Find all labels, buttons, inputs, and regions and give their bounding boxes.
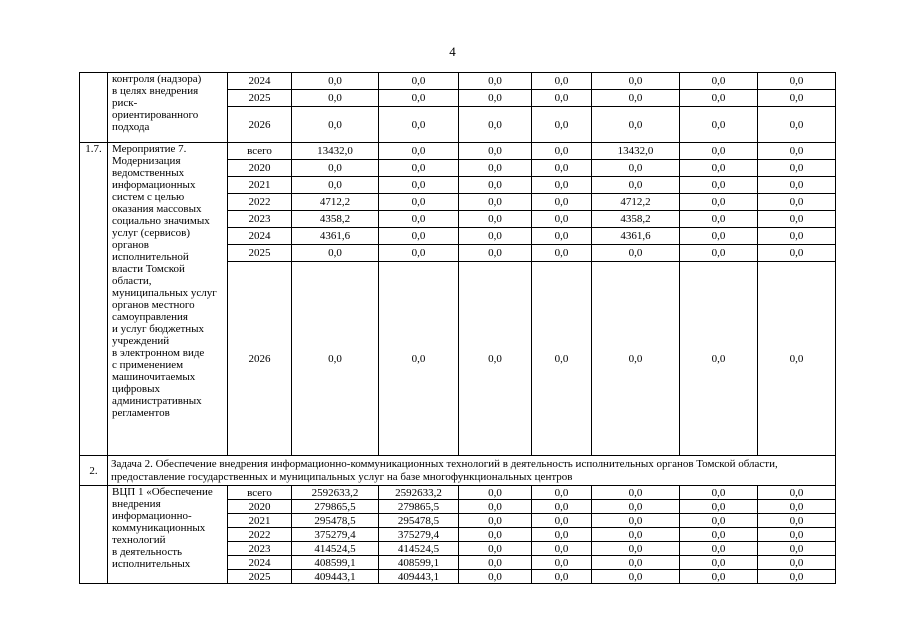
value-cell: 0,0 xyxy=(758,211,836,228)
value-cell: 0,0 xyxy=(758,500,836,514)
value-cell: 0,0 xyxy=(292,160,379,177)
value-cell: 295478,5 xyxy=(379,514,459,528)
budget-table xyxy=(79,72,836,584)
value-cell: 295478,5 xyxy=(292,514,379,528)
value-cell: 0,0 xyxy=(532,90,592,107)
value-cell: 0,0 xyxy=(592,73,680,90)
value-cell: 0,0 xyxy=(680,160,758,177)
value-cell: 0,0 xyxy=(592,177,680,194)
value-cell: 0,0 xyxy=(758,528,836,542)
value-cell: 0,0 xyxy=(758,90,836,107)
value-cell: 0,0 xyxy=(459,90,532,107)
value-cell: 0,0 xyxy=(292,73,379,90)
value-cell: 0,0 xyxy=(532,160,592,177)
value-cell: 0,0 xyxy=(459,177,532,194)
table-row xyxy=(80,143,836,160)
table-body xyxy=(80,73,836,584)
value-cell: 0,0 xyxy=(592,570,680,584)
value-cell: 0,0 xyxy=(379,228,459,245)
value-cell: 4712,2 xyxy=(592,194,680,211)
value-cell: 0,0 xyxy=(758,228,836,245)
value-cell: 0,0 xyxy=(592,245,680,262)
value-cell: 409443,1 xyxy=(292,570,379,584)
value-cell: 0,0 xyxy=(532,194,592,211)
value-cell: 0,0 xyxy=(680,570,758,584)
value-cell: 0,0 xyxy=(680,262,758,456)
value-cell: 279865,5 xyxy=(379,500,459,514)
value-cell: 0,0 xyxy=(680,528,758,542)
value-cell: 0,0 xyxy=(532,556,592,570)
value-cell: 13432,0 xyxy=(592,143,680,160)
value-cell: 0,0 xyxy=(758,245,836,262)
table-row xyxy=(80,486,836,500)
row-index-cell xyxy=(80,73,108,143)
value-cell: 0,0 xyxy=(532,228,592,245)
value-cell: 0,0 xyxy=(680,211,758,228)
value-cell: 0,0 xyxy=(758,194,836,211)
value-cell: 0,0 xyxy=(379,194,459,211)
task-description-cell: Задача 2. Обеспечение внедрения информационно-коммуникационных технологий в деятельность исполнительных органов Томской области, предоставление государственных и муниципальных услуг на базе многофункциональных центров xyxy=(108,456,836,486)
year-cell: 2024 xyxy=(228,73,292,90)
value-cell: 414524,5 xyxy=(379,542,459,556)
value-cell: 0,0 xyxy=(379,177,459,194)
value-cell: 0,0 xyxy=(292,107,379,143)
value-cell: 0,0 xyxy=(680,90,758,107)
value-cell: 409443,1 xyxy=(379,570,459,584)
value-cell: 0,0 xyxy=(532,528,592,542)
task-row xyxy=(80,456,836,486)
value-cell: 0,0 xyxy=(459,143,532,160)
value-cell: 0,0 xyxy=(292,245,379,262)
year-cell: 2025 xyxy=(228,90,292,107)
value-cell: 0,0 xyxy=(532,107,592,143)
value-cell: 0,0 xyxy=(680,542,758,556)
value-cell: 414524,5 xyxy=(292,542,379,556)
value-cell: 0,0 xyxy=(680,514,758,528)
value-cell: 13432,0 xyxy=(292,143,379,160)
value-cell: 0,0 xyxy=(592,90,680,107)
value-cell: 0,0 xyxy=(758,73,836,90)
value-cell: 0,0 xyxy=(459,486,532,500)
year-cell: 2021 xyxy=(228,177,292,194)
value-cell: 0,0 xyxy=(459,107,532,143)
value-cell: 0,0 xyxy=(379,262,459,456)
value-cell: 0,0 xyxy=(292,90,379,107)
value-cell: 0,0 xyxy=(592,528,680,542)
value-cell: 0,0 xyxy=(459,500,532,514)
value-cell: 0,0 xyxy=(459,160,532,177)
value-cell: 0,0 xyxy=(532,500,592,514)
value-cell: 4358,2 xyxy=(292,211,379,228)
task-index-cell: 2. xyxy=(80,456,108,486)
value-cell: 0,0 xyxy=(680,107,758,143)
value-cell: 4361,6 xyxy=(292,228,379,245)
value-cell: 0,0 xyxy=(758,556,836,570)
year-cell: 2024 xyxy=(228,556,292,570)
value-cell: 0,0 xyxy=(379,90,459,107)
value-cell: 0,0 xyxy=(459,245,532,262)
value-cell: 0,0 xyxy=(680,228,758,245)
value-cell: 0,0 xyxy=(459,228,532,245)
value-cell: 0,0 xyxy=(292,177,379,194)
value-cell: 4358,2 xyxy=(592,211,680,228)
year-cell: всего xyxy=(228,143,292,160)
value-cell: 0,0 xyxy=(459,556,532,570)
year-cell: 2020 xyxy=(228,500,292,514)
value-cell: 4712,2 xyxy=(292,194,379,211)
value-cell: 0,0 xyxy=(592,160,680,177)
value-cell: 0,0 xyxy=(758,107,836,143)
value-cell: 0,0 xyxy=(680,245,758,262)
value-cell: 0,0 xyxy=(532,262,592,456)
value-cell: 375279,4 xyxy=(379,528,459,542)
value-cell: 0,0 xyxy=(758,143,836,160)
value-cell: 0,0 xyxy=(592,542,680,556)
value-cell: 0,0 xyxy=(459,262,532,456)
year-cell: 2022 xyxy=(228,194,292,211)
value-cell: 0,0 xyxy=(532,73,592,90)
year-cell: 2026 xyxy=(228,107,292,143)
value-cell: 0,0 xyxy=(592,107,680,143)
value-cell: 0,0 xyxy=(532,211,592,228)
activity-description-cell: Мероприятие 7. Модернизация ведомственных информационных систем с целью оказания массовых социально значимых услуг (сервисов) органов исполнительной власти Томской области, муниципальных услуг органов местного самоуправления и услуг бюджетных учреждений в электронном виде с применением машиночитаемых цифровых административных регламентов xyxy=(108,143,228,456)
value-cell: 0,0 xyxy=(379,211,459,228)
value-cell: 0,0 xyxy=(758,514,836,528)
value-cell: 4361,6 xyxy=(592,228,680,245)
value-cell: 0,0 xyxy=(459,194,532,211)
value-cell: 0,0 xyxy=(459,211,532,228)
value-cell: 0,0 xyxy=(680,177,758,194)
value-cell: 0,0 xyxy=(532,177,592,194)
year-cell: 2023 xyxy=(228,211,292,228)
value-cell: 0,0 xyxy=(459,542,532,556)
value-cell: 0,0 xyxy=(680,500,758,514)
value-cell: 0,0 xyxy=(592,514,680,528)
value-cell: 0,0 xyxy=(680,194,758,211)
value-cell: 0,0 xyxy=(758,570,836,584)
year-cell: 2022 xyxy=(228,528,292,542)
year-cell: 2020 xyxy=(228,160,292,177)
value-cell: 0,0 xyxy=(680,73,758,90)
value-cell: 0,0 xyxy=(459,514,532,528)
value-cell: 0,0 xyxy=(758,262,836,456)
value-cell: 408599,1 xyxy=(292,556,379,570)
value-cell: 0,0 xyxy=(379,73,459,90)
value-cell: 0,0 xyxy=(758,177,836,194)
row-index-cell: 1.7. xyxy=(80,143,108,456)
value-cell: 0,0 xyxy=(680,486,758,500)
value-cell: 0,0 xyxy=(379,245,459,262)
value-cell: 0,0 xyxy=(758,160,836,177)
value-cell: 2592633,2 xyxy=(379,486,459,500)
value-cell: 0,0 xyxy=(532,486,592,500)
value-cell: 0,0 xyxy=(592,486,680,500)
value-cell: 0,0 xyxy=(532,245,592,262)
activity-description-cell: контроля (надзора) в целях внедрения риск- ориентированного подхода xyxy=(108,73,228,143)
value-cell: 0,0 xyxy=(292,262,379,456)
value-cell: 2592633,2 xyxy=(292,486,379,500)
value-cell: 0,0 xyxy=(758,542,836,556)
value-cell: 0,0 xyxy=(758,486,836,500)
value-cell: 375279,4 xyxy=(292,528,379,542)
year-cell: 2026 xyxy=(228,262,292,456)
value-cell: 0,0 xyxy=(680,556,758,570)
value-cell: 0,0 xyxy=(532,570,592,584)
value-cell: 0,0 xyxy=(459,570,532,584)
value-cell: 0,0 xyxy=(592,556,680,570)
year-cell: всего xyxy=(228,486,292,500)
year-cell: 2025 xyxy=(228,570,292,584)
value-cell: 0,0 xyxy=(532,542,592,556)
activity-description-cell: ВЦП 1 «Обеспечение внедрения информационно- коммуникационных технологий в деятельность исполнительных xyxy=(108,486,228,584)
page-number: 4 xyxy=(449,44,456,59)
value-cell: 0,0 xyxy=(379,107,459,143)
table-row xyxy=(80,73,836,90)
value-cell: 0,0 xyxy=(592,500,680,514)
year-cell: 2025 xyxy=(228,245,292,262)
year-cell: 2023 xyxy=(228,542,292,556)
value-cell: 0,0 xyxy=(379,143,459,160)
value-cell: 0,0 xyxy=(532,143,592,160)
value-cell: 0,0 xyxy=(379,160,459,177)
year-cell: 2024 xyxy=(228,228,292,245)
value-cell: 0,0 xyxy=(459,528,532,542)
year-cell: 2021 xyxy=(228,514,292,528)
value-cell: 0,0 xyxy=(680,143,758,160)
value-cell: 0,0 xyxy=(532,514,592,528)
value-cell: 279865,5 xyxy=(292,500,379,514)
value-cell: 408599,1 xyxy=(379,556,459,570)
value-cell: 0,0 xyxy=(459,73,532,90)
value-cell: 0,0 xyxy=(592,262,680,456)
row-index-cell xyxy=(80,486,108,584)
